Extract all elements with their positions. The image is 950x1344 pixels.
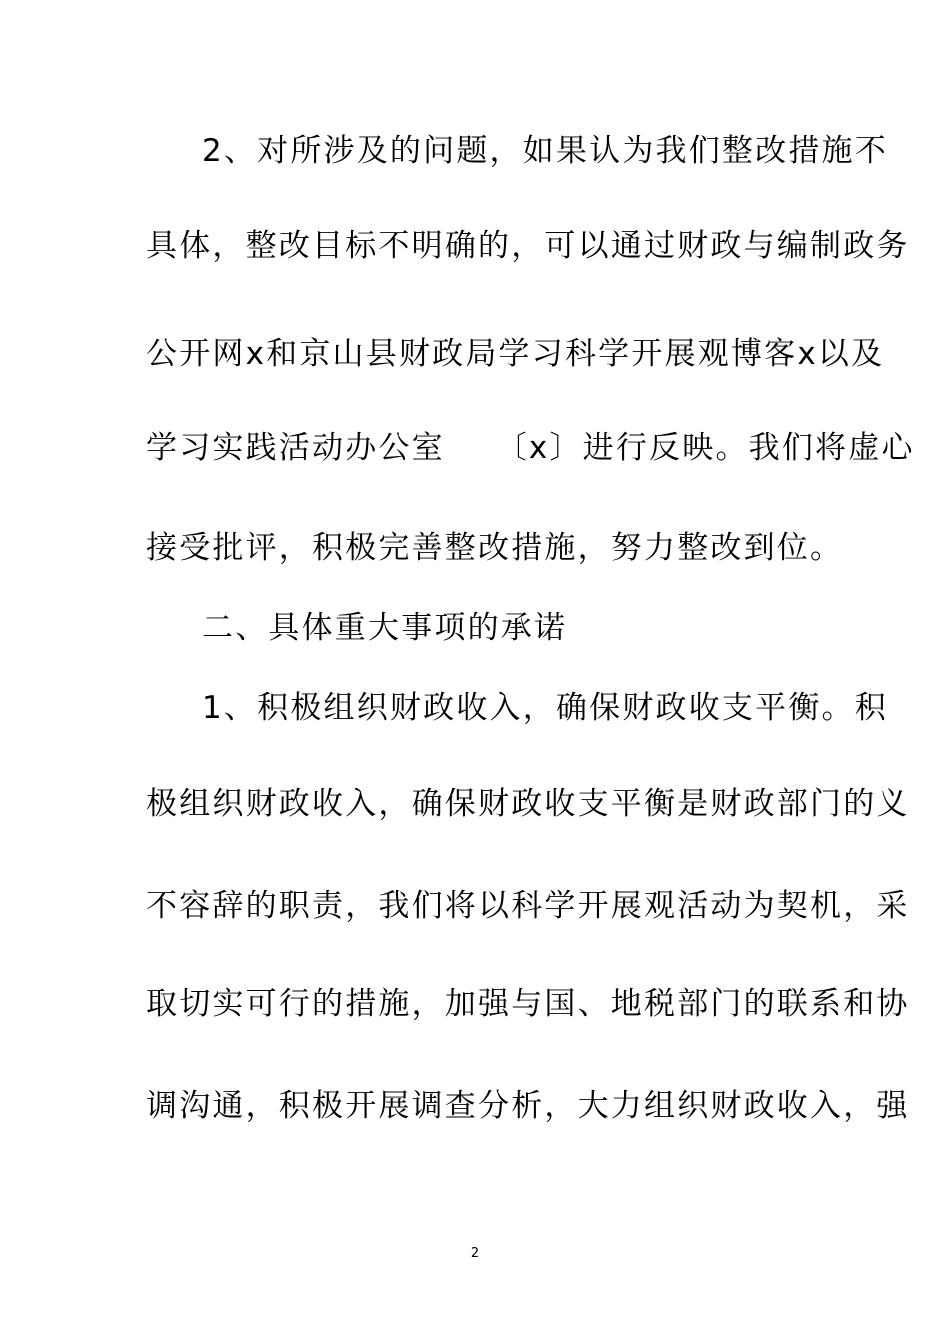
section-heading: 二、具体重大事项的承诺 (202, 610, 568, 646)
paragraph-line: 取切实可行的措施，加强与国、地税部门的联系和协 (146, 986, 910, 1022)
paragraph-line: 极组织财政收入，确保财政收支平衡是财政部门的义 (146, 786, 910, 822)
paragraph-line: 调沟通，积极开展调查分析，大力组织财政收入，强 (146, 1088, 910, 1124)
page-number: 2 (470, 1246, 480, 1261)
paragraph-line: 学习实践活动办公室 〔x〕进行反映。我们将虚心 (146, 430, 915, 466)
paragraph-line: 公开网x和京山县财政局学习科学开展观博客x以及 (146, 336, 885, 372)
paragraph-line: 接受批评，积极完善整改措施，努力整改到位。 (146, 530, 844, 566)
paragraph-line: 不容辞的职责，我们将以科学开展观活动为契机，采 (146, 888, 910, 924)
paragraph-line: 2、对所涉及的问题，如果认为我们整改措施不 (202, 133, 888, 169)
paragraph-line: 具体，整改目标不明确的，可以通过财政与编制政务 (146, 228, 910, 264)
paragraph-line: 1、积极组织财政收入，确保财政收支平衡。积 (202, 690, 888, 726)
